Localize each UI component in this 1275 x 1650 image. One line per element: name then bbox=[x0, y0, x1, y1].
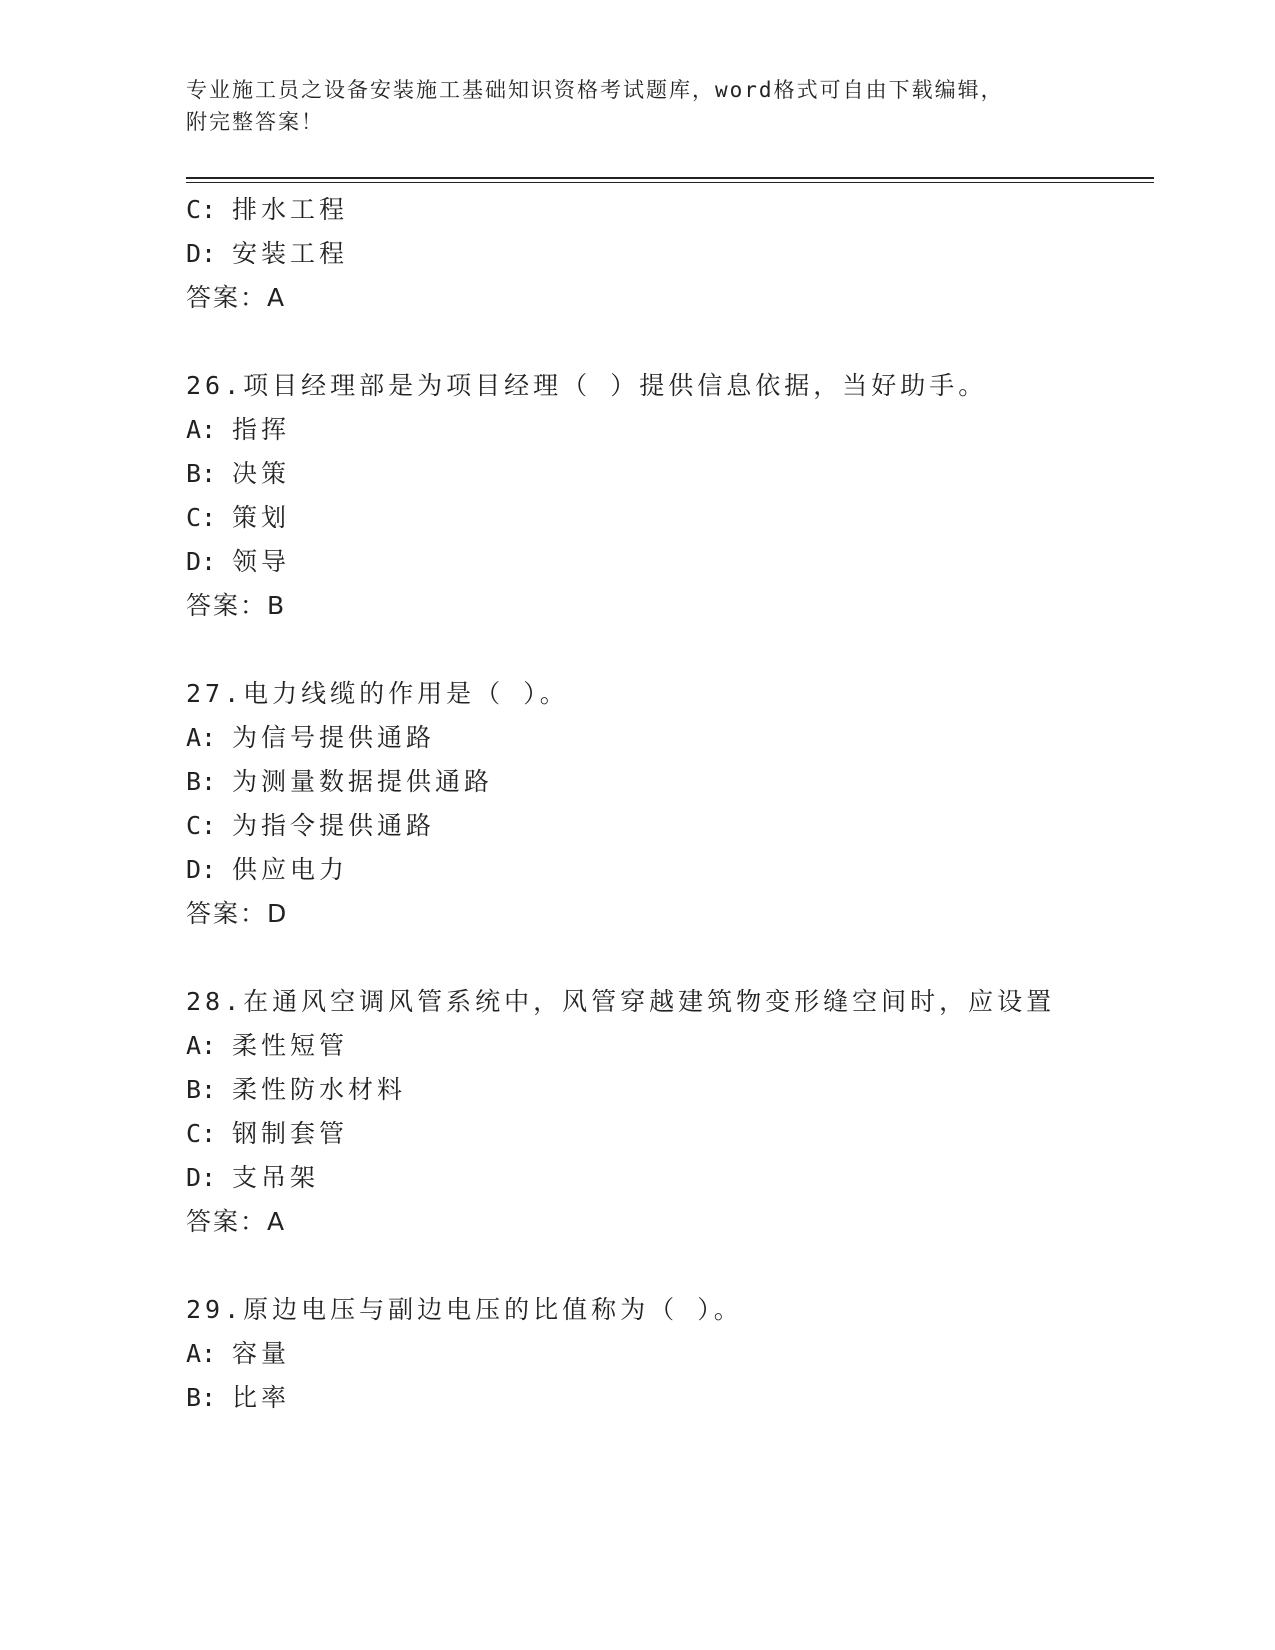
option-letter: C: bbox=[186, 195, 217, 224]
option-letter: D: bbox=[186, 547, 217, 576]
option-text: 决策 bbox=[232, 459, 291, 488]
option-a bbox=[186, 722, 435, 754]
option-text: 支吊架 bbox=[232, 1163, 320, 1192]
option-letter: D: bbox=[186, 855, 217, 884]
header-line-2: 附完整答案！ bbox=[186, 110, 324, 134]
question-stem: 28.在通风空调风管系统中，风管穿越建筑物变形缝空间时，应设置 bbox=[186, 987, 1056, 1016]
option-letter: A: bbox=[186, 1031, 217, 1060]
option-text: 策划 bbox=[232, 503, 291, 532]
option-b bbox=[186, 458, 290, 490]
option-letter: B: bbox=[186, 1075, 217, 1104]
question-stem: 29.原边电压与副边电压的比值称为（ ）。 bbox=[186, 1295, 743, 1324]
option-text: 为信号提供通路 bbox=[232, 723, 436, 752]
option-a bbox=[186, 1338, 290, 1370]
option-text: 为指令提供通路 bbox=[232, 811, 436, 840]
header-divider-thick bbox=[186, 177, 1154, 179]
option-text: 柔性短管 bbox=[232, 1031, 349, 1060]
option-letter: A: bbox=[186, 415, 217, 444]
option-letter: D: bbox=[186, 239, 217, 268]
option-text: 为测量数据提供通路 bbox=[232, 767, 494, 796]
answer: 答案：B bbox=[186, 591, 287, 620]
option-letter: A: bbox=[186, 1339, 217, 1368]
option-text: 领导 bbox=[232, 547, 291, 576]
option-text: 排水工程 bbox=[232, 195, 349, 224]
option-text: 安装工程 bbox=[232, 239, 349, 268]
answer: 答案：D bbox=[186, 899, 289, 928]
option-text: 钢制套管 bbox=[232, 1119, 349, 1148]
option-text: 指挥 bbox=[232, 415, 291, 444]
option-letter: B: bbox=[186, 767, 217, 796]
option-d bbox=[186, 546, 290, 578]
option-c bbox=[186, 1118, 348, 1150]
option-letter: C: bbox=[186, 503, 217, 532]
option-a bbox=[186, 414, 290, 446]
option-letter: B: bbox=[186, 1383, 217, 1412]
option-text: 容量 bbox=[232, 1339, 291, 1368]
option-a bbox=[186, 1030, 348, 1062]
option-d bbox=[186, 1162, 319, 1194]
option-text: 柔性防水材料 bbox=[232, 1075, 407, 1104]
answer: 答案：A bbox=[186, 1207, 287, 1236]
option-letter: B: bbox=[186, 459, 217, 488]
option-letter: A: bbox=[186, 723, 217, 752]
option-c bbox=[186, 194, 348, 226]
option-b bbox=[186, 1382, 290, 1414]
document-header bbox=[186, 74, 1086, 138]
option-text: 供应电力 bbox=[232, 855, 349, 884]
option-d bbox=[186, 854, 348, 886]
option-letter: C: bbox=[186, 811, 217, 840]
option-letter: D: bbox=[186, 1163, 217, 1192]
option-c bbox=[186, 502, 290, 534]
header-divider-thin bbox=[186, 182, 1154, 183]
question-stem: 27.电力线缆的作用是（ ）。 bbox=[186, 679, 569, 708]
option-text: 比率 bbox=[232, 1383, 291, 1412]
option-d bbox=[186, 238, 348, 270]
header-line-1: 专业施工员之设备安装施工基础知识资格考试题库，word格式可自由下载编辑， bbox=[186, 78, 1004, 102]
option-b bbox=[186, 1074, 406, 1106]
question-stem: 26.项目经理部是为项目经理（ ）提供信息依据，当好助手。 bbox=[186, 371, 988, 400]
option-c bbox=[186, 810, 435, 842]
option-b bbox=[186, 766, 493, 798]
option-letter: C: bbox=[186, 1119, 217, 1148]
answer: 答案：A bbox=[186, 283, 287, 312]
